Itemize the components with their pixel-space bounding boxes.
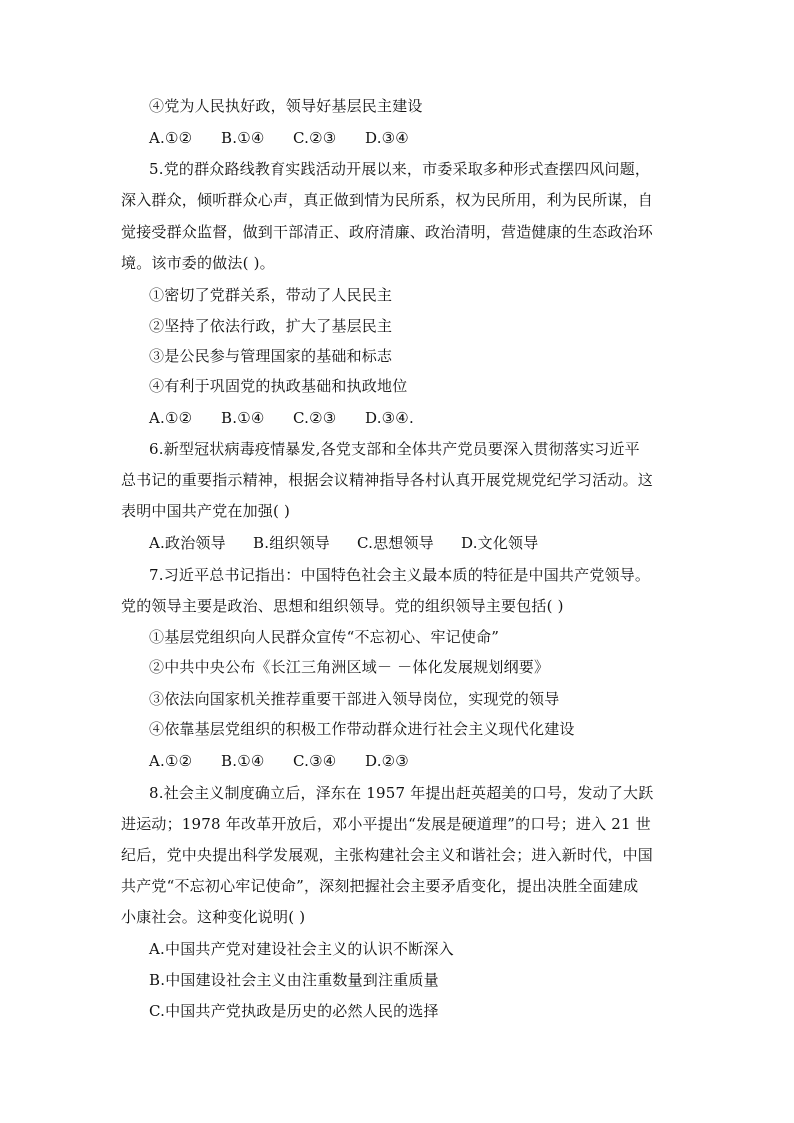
- q6-stem-line-2: 总书记的重要指示精神，根据会议精神指导各村认真开展党规党纪学习活动。这: [121, 471, 654, 489]
- q5-option-b: B.①④: [221, 409, 265, 427]
- q4-option-d: D.③④: [365, 129, 409, 147]
- q5-item-3: ③是公民参与管理国家的基础和标志: [149, 347, 393, 365]
- q8-stem-line-3: 纪后，党中央提出科学发展观，主张构建社会主义和谐社会；进入新时代，中国: [121, 846, 654, 864]
- q5-option-a: A.①②: [149, 409, 193, 427]
- q5-item-1: ①密切了党群关系，带动了人民民主: [149, 286, 393, 304]
- q8-stem-line-1: 8.社会主义制度确立后，泽东在 1957 年提出赶英超美的口号，发动了大跃: [149, 784, 654, 802]
- q5-item-4: ④有利于巩固党的执政基础和执政地位: [149, 377, 408, 395]
- q7-option-d: D.②③: [365, 752, 409, 770]
- q8-stem-line-2: 进运动；1978 年改革开放后，邓小平提出“发展是硬道理”的口号；进入 21 世: [121, 815, 651, 833]
- q8-stem-line-4: 共产党“不忘初心牢记使命”，深刻把握社会主要矛盾变化，提出决胜全面建成: [121, 877, 639, 895]
- q5-stem-line-3: 觉接受群众监督，做到干部清正、政府清廉、政治清明，营造健康的生态政治环: [121, 223, 654, 241]
- q7-options: [149, 751, 409, 771]
- q7-item-1: ①基层党组织向人民群众宣传“不忘初心、牢记使命”: [149, 628, 500, 646]
- q8-choice-b: B.中国建设社会主义由注重数量到注重质量: [149, 971, 439, 989]
- q6-option-a: A.政治领导: [149, 534, 226, 552]
- q5-item-2: ②坚持了依法行政，扩大了基层民主: [149, 317, 393, 335]
- q5-options: [149, 408, 414, 428]
- q8-stem-line-5: 小康社会。这种变化说明( ): [121, 908, 306, 926]
- q4-option-a: A.①②: [149, 129, 193, 147]
- q5-option-d: D.③④.: [365, 409, 414, 427]
- q6-options: [149, 533, 538, 553]
- q5-stem-line-1: 5.党的群众路线教育实践活动开展以来，市委采取多种形式查摆四风问题，: [149, 160, 651, 178]
- q4-item-4: ④党为人民执好政，领导好基层民主建设: [149, 97, 423, 115]
- q4-option-b: B.①④: [221, 129, 265, 147]
- q7-item-4: ④依靠基层党组织的积极工作带动群众进行社会主义现代化建设: [149, 720, 575, 738]
- q7-stem-line-2: 党的领导主要是政治、思想和组织领导。党的组织领导主要包括( ): [121, 597, 564, 615]
- q8-choice-a: A.中国共产党对建设社会主义的认识不断深入: [149, 940, 454, 958]
- q7-item-2: ②中共中央公布《长江三角洲区域－ －体化发展规划纲要》: [149, 658, 550, 676]
- q6-stem-line-1: 6.新型冠状病毒疫情暴发,各党支部和全体共产党员要深入贯彻落实习近平: [149, 440, 640, 458]
- q7-stem-line-1: 7.习近平总书记指出：中国特色社会主义最本质的特征是中国共产党领导。: [149, 566, 651, 584]
- q7-option-c: C.③④: [293, 752, 337, 770]
- q6-option-d: D.文化领导: [461, 534, 539, 552]
- q6-stem-line-3: 表明中国共产党在加强( ): [121, 502, 291, 520]
- q4-options: [149, 128, 409, 148]
- q7-option-a: A.①②: [149, 752, 193, 770]
- q7-item-3: ③依法向国家机关推荐重要干部进入领导岗位，实现党的领导: [149, 690, 560, 708]
- q8-choice-c: C.中国共产党执政是历史的必然人民的选择: [149, 1002, 439, 1020]
- q5-option-c: C.②③: [293, 409, 337, 427]
- q6-option-b: B.组织领导: [253, 534, 330, 552]
- q7-option-b: B.①④: [221, 752, 265, 770]
- q5-stem-line-4: 境。该市委的做法( )。: [121, 254, 275, 272]
- q6-option-c: C.思想领导: [357, 534, 434, 552]
- q4-option-c: C.②③: [293, 129, 337, 147]
- q5-stem-line-2: 深入群众，倾听群众心声，真正做到情为民所系，权为民所用，利为民所谋，自: [121, 191, 654, 209]
